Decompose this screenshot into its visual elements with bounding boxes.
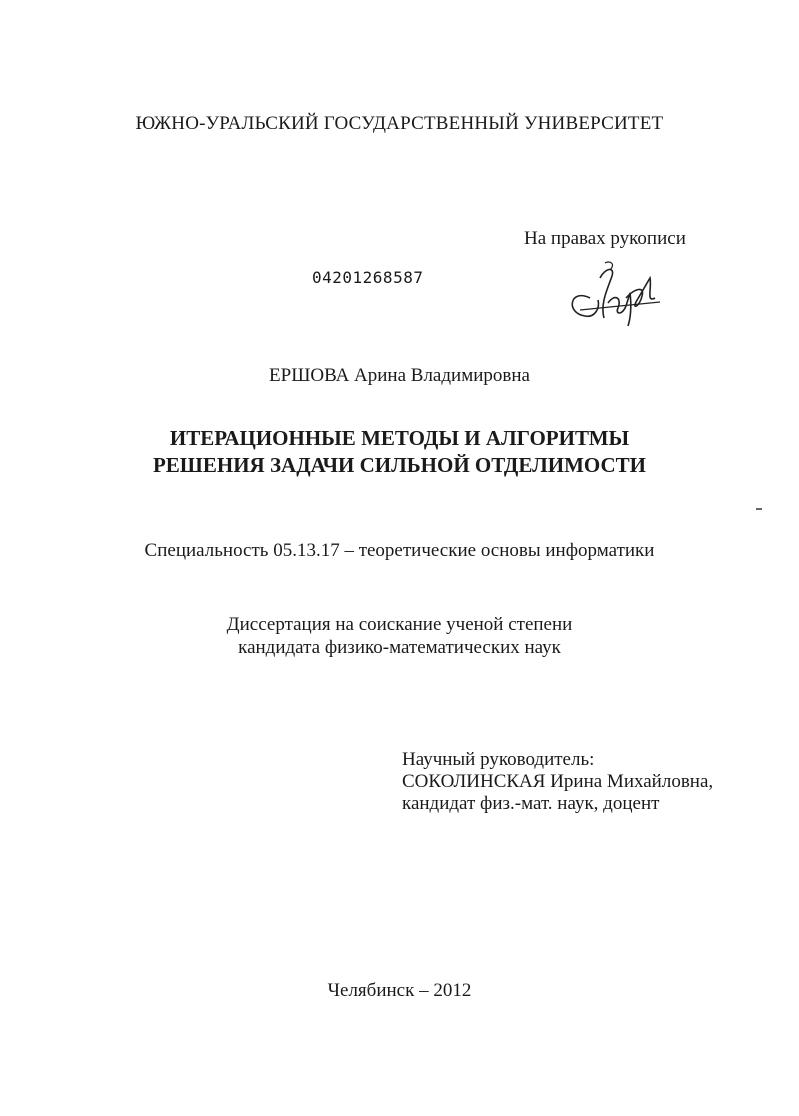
title-line-2: РЕШЕНИЯ ЗАДАЧИ СИЛЬНОЙ ОТДЕЛИМОСТИ [152,453,647,477]
degree-statement [0,613,799,659]
manuscript-note: На правах рукописи [524,228,686,249]
title-line-1: ИТЕРАЦИОННЫЕ МЕТОДЫ И АЛГОРИТМЫ [169,426,630,450]
registry-code: 04201268587 [312,268,424,287]
degree-line-1: Диссертация на соискание ученой степени [226,614,573,635]
university-name: ЮЖНО-УРАЛЬСКИЙ ГОСУДАРСТВЕННЫЙ УНИВЕРСИТЕТ [135,113,664,134]
scan-speck [756,508,762,510]
advisor-label: Научный руководитель: [402,749,595,770]
degree-line-2: кандидата физико-математических наук [238,637,561,658]
specialty: Специальность 05.13.17 – теоретические основы информатики [144,540,655,561]
advisor-title: кандидат физ.-мат. наук, доцент [402,793,660,814]
dissertation-title [0,425,799,479]
advisor-name: СОКОЛИНСКАЯ Ирина Михайловна, [402,771,714,792]
city-year: Челябинск – 2012 [327,980,472,1001]
author-name: ЕРШОВА Арина Владимировна [269,365,530,386]
signature-icon [560,258,670,328]
advisor-block [402,749,713,815]
